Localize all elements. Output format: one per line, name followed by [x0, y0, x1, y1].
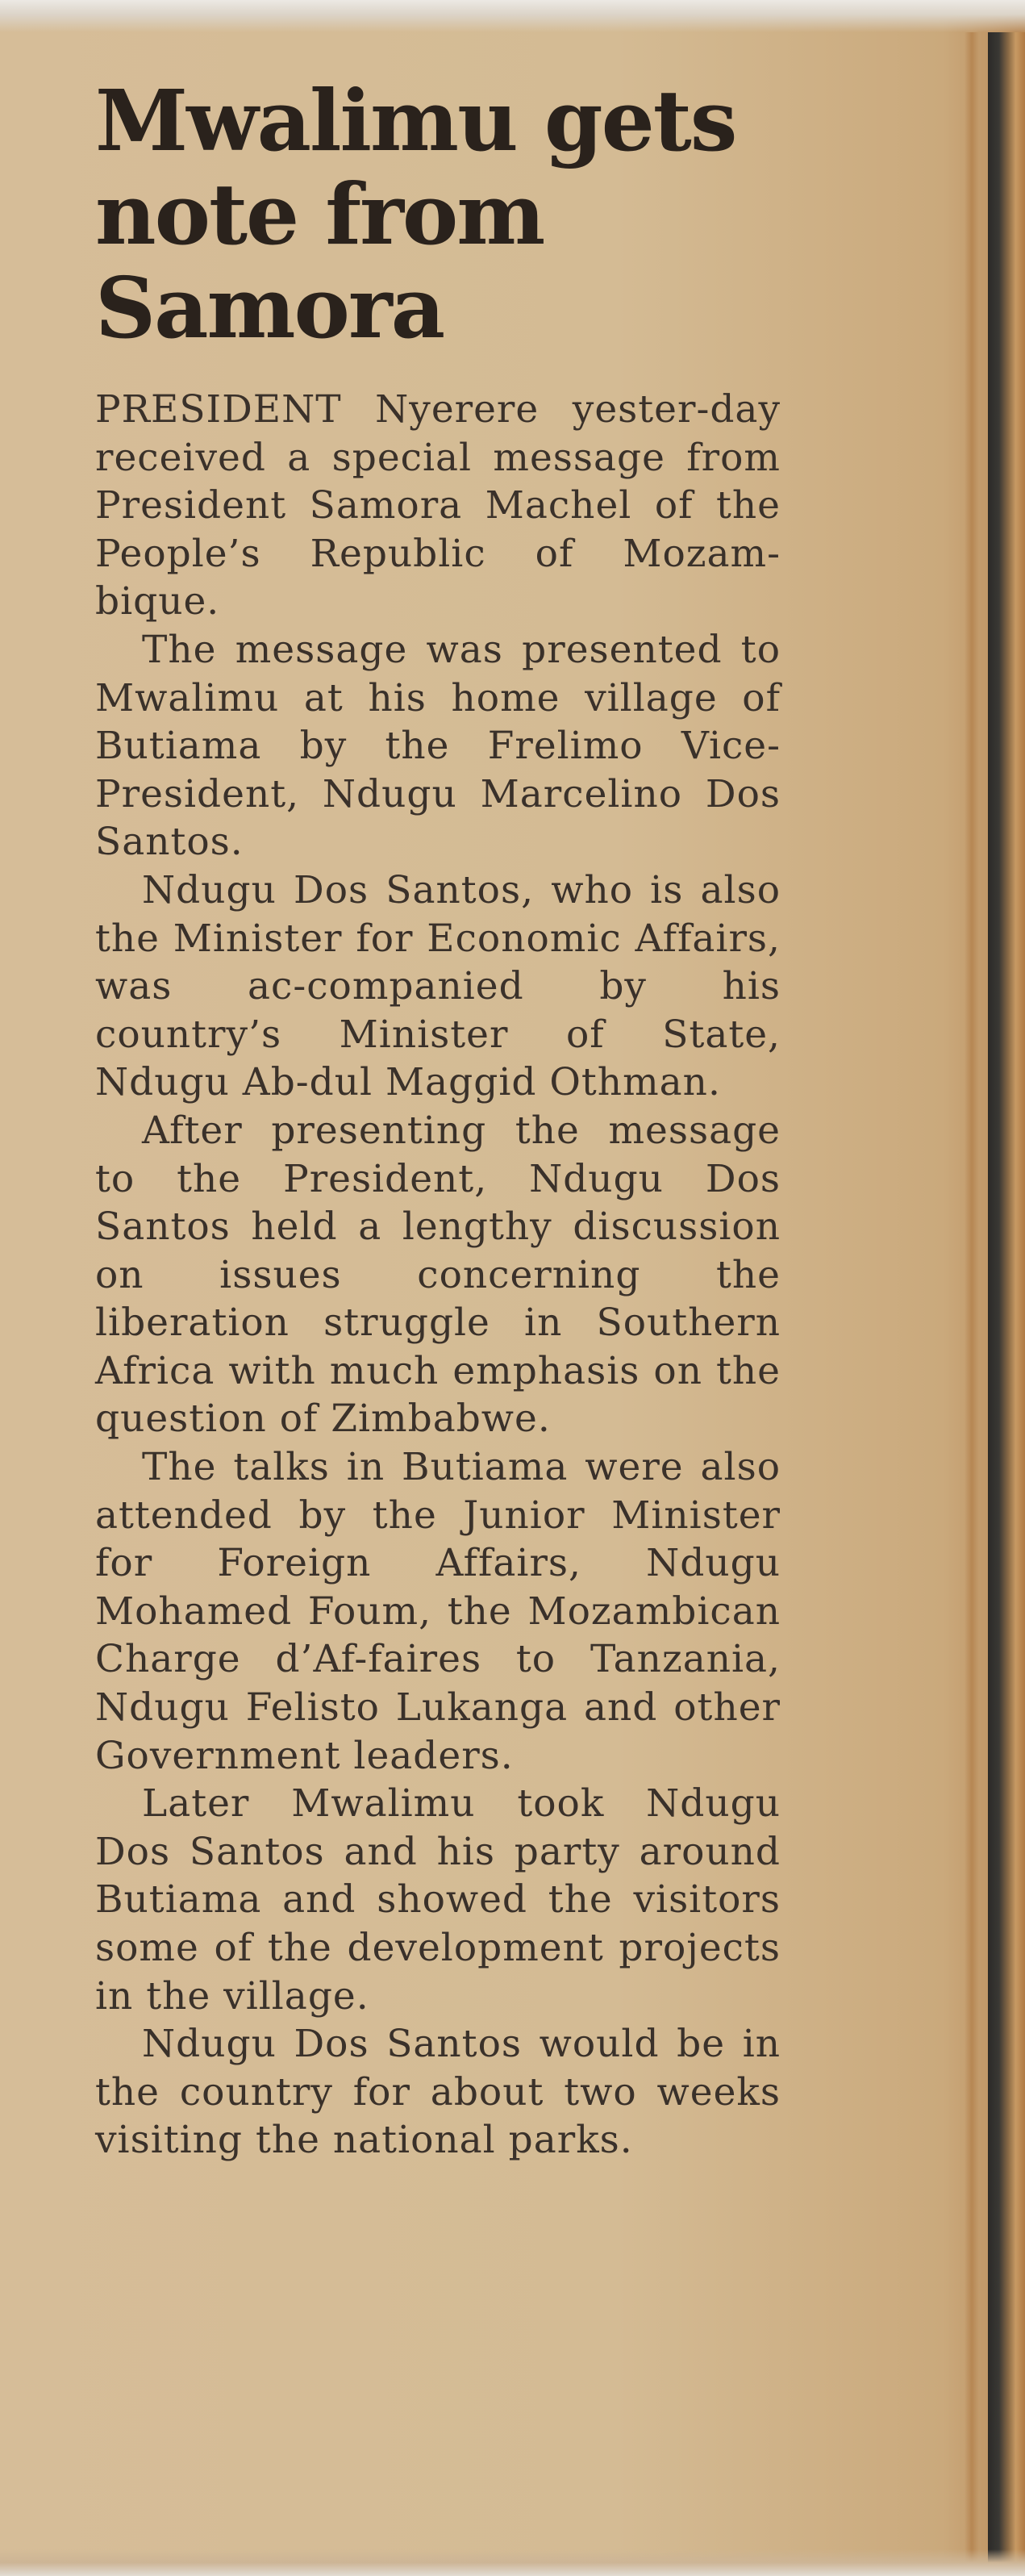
article-body: [95, 386, 781, 2165]
article: [95, 71, 781, 2165]
article-paragraph: The message was presented to Mwalimu at his home village of Butiama by the Frelimo Vice-President, Ndugu Marcelino Dos Santos.: [95, 627, 781, 865]
headline-line: Samora: [95, 258, 444, 357]
article-paragraph: PRESIDENT Nyerere yester-day received a special message from President Samora Machel of the People’s Republic of Mozam-bique.: [95, 387, 781, 624]
article-paragraph: Later Mwalimu took Ndugu Dos Santos and his party around Butiama and showed the visitors some of the development projects in the village.: [95, 1781, 781, 2019]
paper-top-edge: [0, 0, 1025, 32]
article-paragraph: The talks in Butiama were also attended by the Junior Minister for Foreign Affairs, Ndugu Mohamed Foum, the Mozambican Charge d’Af-faires to Tanzania, Ndugu Felisto Lukanga and other Government leaders.: [95, 1445, 781, 1778]
article-paragraph: Ndugu Dos Santos, who is also the Minister for Economic Affairs, was ac-companied by his country’s Minister of State, Ndugu Ab-dul Maggid Othman.: [95, 867, 781, 1105]
paper-bottom-edge: [0, 2549, 1025, 2576]
paper-fold-crease: [965, 32, 979, 2574]
headline-line: Mwalimu gets: [95, 71, 736, 170]
article-headline: [95, 71, 781, 357]
article-paragraph: Ndugu Dos Santos would be in the country for about two weeks visiting the national parks.: [95, 2022, 781, 2163]
headline-line: note from: [95, 165, 544, 264]
page-binding-edge: [988, 32, 1025, 2576]
article-paragraph: After presenting the message to the President, Ndugu Dos Santos held a lengthy discussion on issues concerning the liberation struggle in Southern Africa with much emphasis on the question of Zimbabwe.: [95, 1108, 781, 1442]
